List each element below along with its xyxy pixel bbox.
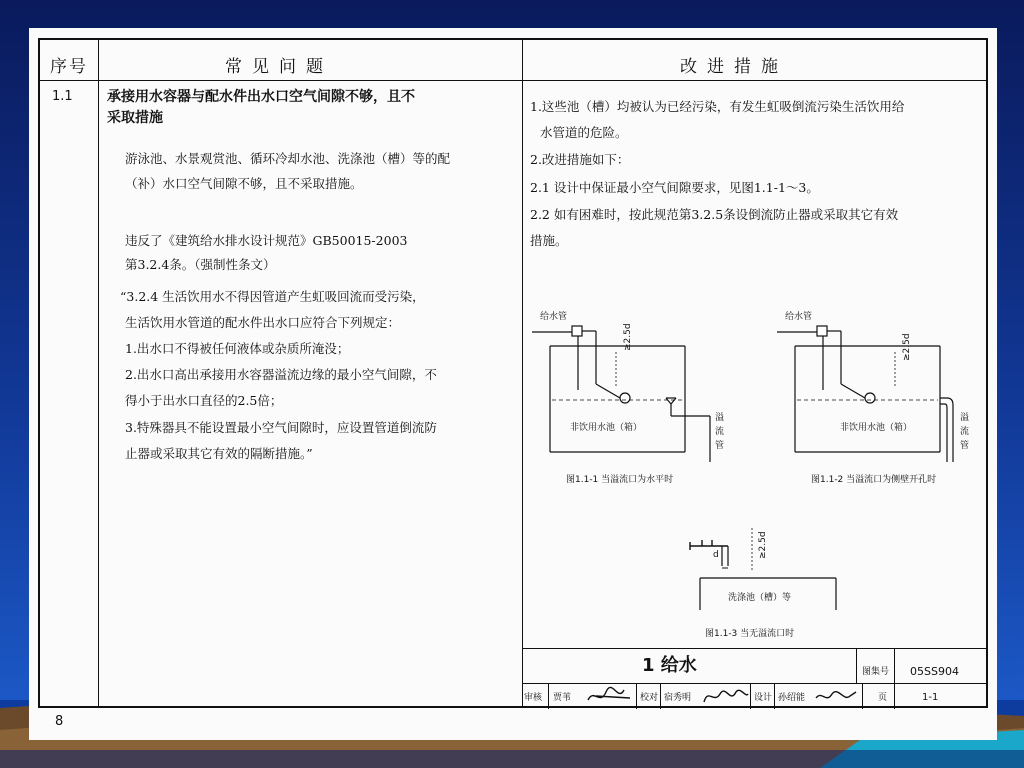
atlas-number-label: 图集号 [862,667,890,677]
problem-title-line: 承接用水容器与配水件出水口空气间隙不够，且不 [107,89,415,105]
figure-1-1-caption: 图1.1-1 当溢流口为水平时 [566,475,674,485]
figure-1-3-d-label: d [713,550,719,560]
figure-1-2-supply-label: 给水管 [785,312,813,322]
figure-1-1-gap-label: ≥2.5d [623,323,633,351]
measure-line: 措施。 [530,233,568,248]
code-quote-line: 3.特殊器具不能设置最小空气间隙时，应设置管道倒流防 [125,420,437,435]
figure-1-1-overflow-label: 管 [715,441,725,451]
figure-1-2-gap-label: ≥2.5d [902,333,912,361]
code-quote-line: 生活饮用水管道的配水件出水口应符合下列规定： [125,315,401,330]
measure-line: 水管道的危险。 [540,125,628,140]
review-name: 贾苇 [553,693,572,703]
title-block-title: 1 给水 [642,655,697,676]
review-signature [586,684,636,708]
violation-line: 违反了《建筑给水排水设计规范》GB50015-2003 [125,233,408,248]
check-label: 校对 [640,693,659,703]
design-label: 设计 [754,693,773,703]
figure-1-2-drawing [775,302,975,462]
signature-row [522,683,988,709]
row-number: 1.1 [52,89,73,104]
code-quote-line: 2.出水口高出承接用水容器溢流边缘的最小空气间隙，不 [125,367,437,382]
title-block [522,648,988,709]
figure-1-2-tank-label: 非饮用水池（箱） [840,423,913,433]
document-page [29,28,997,740]
problem-desc-line: 游泳池、水景观赏池、循环冷却水池、洗涤池（槽）等的配 [125,151,451,166]
header-col-problem: 常见问题 [225,57,333,77]
problem-title-line: 采取措施 [107,110,163,126]
figure-1-1-supply-label: 给水管 [540,312,568,322]
col-divider [522,40,523,706]
design-signature [814,684,858,708]
design-name: 孙绍能 [778,693,806,703]
figure-1-2-overflow-label: 管 [960,441,970,451]
check-signature [702,684,750,708]
code-quote-line: 1.出水口不得被任何液体或杂质所淹没； [125,341,350,356]
figure-1-3-caption: 图1.1-3 当无溢流口时 [705,629,795,639]
measure-line: 2.2 如有困难时，按此规范第3.2.5条设倒流防止器或采取其它有效 [530,207,899,222]
code-quote-line: “3.2.4 生活饮用水不得因管道产生虹吸回流而受污染， [120,289,425,304]
violation-line: 第3.2.4条。（强制性条文） [125,257,276,272]
page-number: 8 [55,714,64,729]
measure-line: 2.改进措施如下： [530,152,630,167]
col-divider [98,40,99,706]
figure-1-1-overflow-label: 溢 [715,413,725,423]
figure-1-3-gap-label: ≥2.5d [758,531,768,559]
header-col-measure: 改进措施 [680,57,788,77]
figure-1-2-overflow-label: 溢 [960,413,970,423]
check-name: 宿秀明 [664,693,692,703]
header-divider [40,80,986,81]
figure-1-3-tank-label: 洗涤池（槽）等 [728,593,792,603]
code-quote-line: 止器或采取其它有效的隔断措施。” [125,446,313,461]
review-label: 审核 [524,693,543,703]
figure-1-2-overflow-label: 流 [960,427,970,437]
atlas-number: 05SS904 [910,665,959,678]
measure-line: 1.这些池（槽）均被认为已经污染，有发生虹吸倒流污染生活饮用给 [530,99,905,114]
code-quote-line: 得小于出水口直径的2.5倍； [125,393,283,408]
measure-line: 2.1 设计中保证最小空气间隙要求，见图1.1-1～3。 [530,180,819,195]
page-value: 1-1 [922,692,939,703]
problem-desc-line: （补）水口空气间隙不够，且不采取措施。 [125,176,363,191]
figure-1-1-tank-label: 非饮用水池（箱） [570,423,643,433]
figure-1-2-caption: 图1.1-2 当溢流口为侧壁开孔时 [811,475,937,485]
table-frame [38,38,988,708]
figure-1-1-overflow-label: 流 [715,427,725,437]
page-label: 页 [878,693,888,703]
header-col-no: 序号 [50,57,88,77]
